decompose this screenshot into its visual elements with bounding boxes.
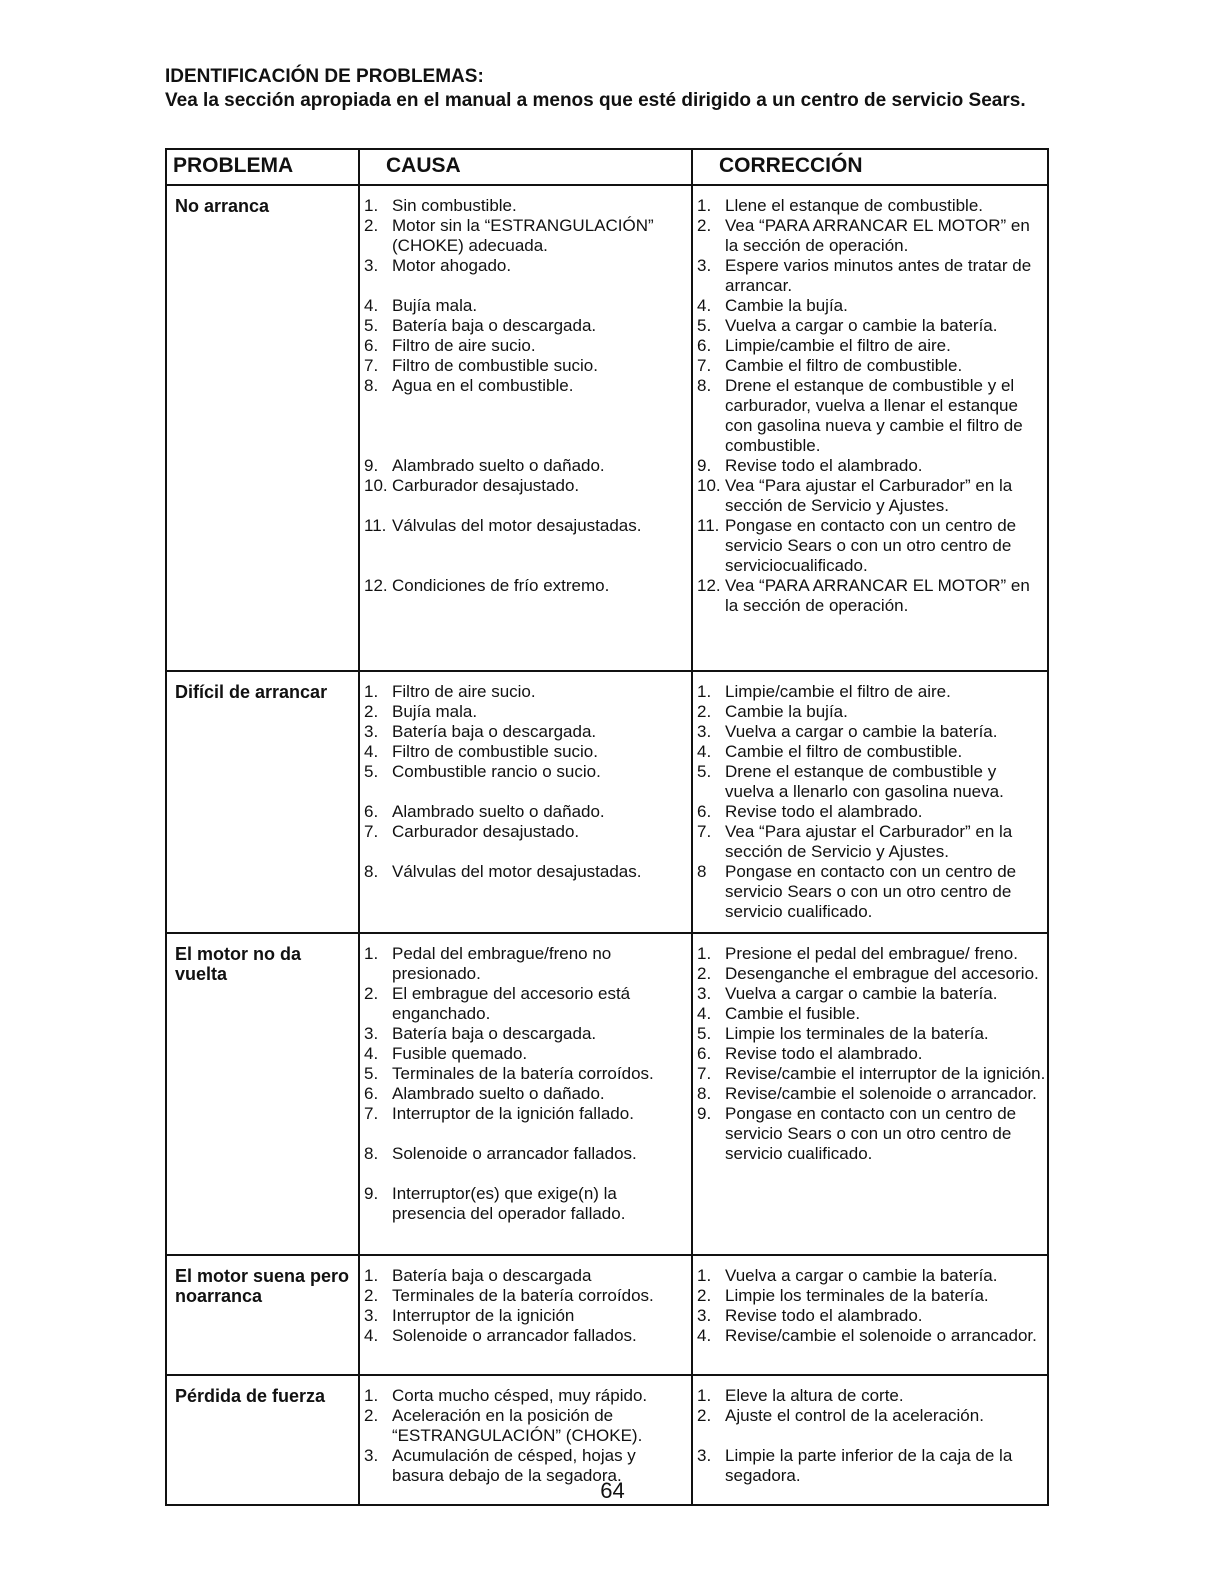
item-text: Filtro de aire sucio. [392, 336, 536, 355]
correction-cell [692, 185, 1048, 671]
item-number: 7. [364, 822, 379, 841]
item-text: Vuelva a cargar o cambie la batería. [725, 316, 998, 335]
cause-cell [359, 933, 692, 1255]
item-text: Batería baja o descargada [392, 1266, 592, 1285]
item-text: Ajuste el control de la aceleración. [725, 1406, 984, 1425]
item-number: 8. [364, 862, 379, 881]
problem-cell: El motor suena pero noarranca [166, 1255, 359, 1375]
list-item [364, 822, 691, 842]
cause-list [364, 1386, 691, 1486]
list-item [697, 1286, 1047, 1306]
item-text: Limpie/cambie el filtro de aire. [725, 336, 951, 355]
item-text: Presione el pedal del embrague/ freno. [725, 944, 1018, 963]
item-number: 5. [364, 762, 379, 781]
list-item [364, 436, 691, 456]
item-number: 1. [697, 1266, 712, 1285]
item-text: Interruptor(es) que exige(n) la presencia del operador fallado. [392, 1184, 626, 1223]
list-item [697, 1024, 1047, 1044]
list-item [364, 1266, 691, 1286]
item-number: 6. [364, 336, 379, 355]
list-item [697, 802, 1047, 822]
list-item [364, 1064, 691, 1084]
list-item [364, 1104, 691, 1124]
list-item [364, 862, 691, 882]
item-text [392, 536, 691, 556]
item-number: 2. [364, 1406, 379, 1425]
list-item [697, 1386, 1047, 1406]
item-text: Aceleración en la posición de “ESTRANGULACIÓN” (CHOKE). [392, 1406, 643, 1445]
item-number: 1. [364, 1266, 379, 1285]
item-number: 11. [364, 516, 387, 535]
item-number: 4. [364, 1044, 379, 1063]
item-text: Limpie/cambie el filtro de aire. [725, 682, 951, 701]
item-text: Válvulas del motor desajustadas. [392, 862, 642, 881]
item-number: 11. [697, 516, 720, 535]
item-text: Válvulas del motor desajustadas. [392, 516, 642, 535]
list-item [364, 762, 691, 782]
item-text: Condiciones de frío extremo. [392, 576, 610, 595]
item-number: 2. [364, 984, 379, 1003]
item-number: 4. [364, 742, 379, 761]
correction-cell [692, 671, 1048, 933]
item-number [364, 1124, 392, 1144]
list-item [364, 984, 691, 1024]
item-text: Vea “PARA ARRANCAR EL MOTOR” en la sección de operación. [725, 576, 1030, 615]
item-text: Acumulación de césped, hojas y basura debajo de la segadora. [392, 1446, 636, 1485]
page-title: IDENTIFICACIÓN DE PROBLEMAS: [165, 66, 484, 87]
item-number: 9. [697, 1104, 712, 1123]
item-text: Revise todo el alambrado. [725, 456, 923, 475]
item-number [364, 276, 392, 296]
list-item [697, 822, 1047, 862]
item-number: 4. [697, 296, 712, 315]
item-number: 10. [697, 476, 721, 495]
item-number: 9. [364, 456, 379, 475]
item-text: Limpie la parte inferior de la caja de la segadora. [725, 1446, 1013, 1485]
item-text: Vuelva a cargar o cambie la batería. [725, 722, 998, 741]
item-text: Interruptor de la ignición [392, 1306, 575, 1325]
list-item [697, 516, 1047, 576]
item-text: Carburador desajustado. [392, 822, 580, 841]
list-item [697, 1306, 1047, 1326]
list-item [697, 1064, 1047, 1084]
item-number: 2. [697, 1286, 712, 1305]
item-text: Fusible quemado. [392, 1044, 528, 1063]
correction-list [697, 196, 1047, 616]
item-number: 1. [697, 196, 712, 215]
list-item [364, 1144, 691, 1164]
list-item [364, 682, 691, 702]
item-text: Drene el estanque de combustible y vuelva a llenarlo con gasolina nueva. [725, 762, 1004, 801]
page-header [165, 66, 1065, 112]
item-text [392, 556, 691, 576]
item-number: 4. [364, 1326, 379, 1345]
item-number [364, 536, 392, 556]
item-number: 2. [364, 1286, 379, 1305]
item-text [725, 1426, 1047, 1446]
item-number: 3. [364, 722, 379, 741]
item-number: 12. [364, 576, 388, 595]
list-item [364, 1184, 691, 1224]
list-item [697, 1406, 1047, 1426]
cause-list [364, 1266, 691, 1346]
list-item [697, 1266, 1047, 1286]
list-item [364, 722, 691, 742]
item-number [364, 396, 392, 416]
item-number: 1. [364, 1386, 379, 1405]
item-text: Terminales de la batería corroídos. [392, 1064, 654, 1083]
item-number: 1. [364, 196, 379, 215]
item-number: 3. [697, 722, 712, 741]
list-item [364, 1084, 691, 1104]
list-item [364, 456, 691, 476]
list-item [364, 782, 691, 802]
list-item [364, 496, 691, 516]
item-number: 6. [697, 802, 712, 821]
list-item [697, 196, 1047, 216]
item-number: 8. [697, 1084, 712, 1103]
item-text: Motor ahogado. [392, 256, 512, 275]
page-number: 64 [600, 1478, 625, 1503]
item-number: 3. [364, 256, 379, 275]
problem-cell: Difícil de arrancar [166, 671, 359, 933]
list-item [364, 336, 691, 356]
item-number: 8 [697, 862, 707, 881]
list-item [364, 802, 691, 822]
list-item [697, 722, 1047, 742]
cause-list [364, 944, 691, 1224]
item-number: 1. [364, 682, 379, 701]
item-number: 4. [697, 742, 712, 761]
list-item [364, 944, 691, 984]
item-number: 2. [697, 702, 712, 721]
item-number: 3. [697, 256, 712, 275]
list-item [364, 476, 691, 496]
list-item [697, 296, 1047, 316]
item-text: Pongase en contacto con un centro de servicio Sears o con un otro centro de serviciocualificado. [725, 516, 1017, 575]
item-text: Drene el estanque de combustible y el carburador, vuelva a llenar el estanque con gasolina nueva y cambie el filtro de combustible. [725, 376, 1023, 455]
troubleshooting-table [165, 148, 1049, 1506]
list-item [364, 536, 691, 556]
item-text: Terminales de la batería corroídos. [392, 1286, 654, 1305]
correction-list [697, 944, 1047, 1164]
list-item [364, 276, 691, 296]
list-item [697, 1104, 1047, 1164]
list-item [364, 1406, 691, 1446]
item-number: 10. [364, 476, 388, 495]
item-text: Interruptor de la ignición fallado. [392, 1104, 634, 1123]
item-number [364, 556, 392, 576]
list-item [697, 1004, 1047, 1024]
item-text: Solenoide o arrancador fallados. [392, 1326, 637, 1345]
item-number: 7. [364, 356, 379, 375]
item-number: 9. [697, 456, 712, 475]
item-text: Alambrado suelto o dañado. [392, 1084, 605, 1103]
item-text: Revise/cambie el solenoide o arrancador. [725, 1084, 1037, 1103]
item-number [697, 1426, 725, 1446]
list-item [697, 316, 1047, 336]
list-item [697, 702, 1047, 722]
correction-cell [692, 1255, 1048, 1375]
item-text: Eleve la altura de corte. [725, 1386, 904, 1405]
item-number: 7. [364, 1104, 379, 1123]
list-item [364, 556, 691, 576]
list-item [364, 842, 691, 862]
table-row [166, 671, 1048, 933]
item-number: 7. [697, 356, 712, 375]
item-text: Carburador desajustado. [392, 476, 580, 495]
item-text: El embrague del accesorio está enganchado. [392, 984, 631, 1023]
item-text: Revise todo el alambrado. [725, 1306, 923, 1325]
list-item [697, 1044, 1047, 1064]
list-item [364, 216, 691, 256]
list-item [364, 1306, 691, 1326]
problem-cell: No arranca [166, 185, 359, 671]
list-item [697, 336, 1047, 356]
item-number: 7. [697, 1064, 712, 1083]
list-item [364, 1386, 691, 1406]
list-item [697, 1426, 1047, 1446]
item-number: 5. [697, 316, 712, 335]
list-item [697, 1326, 1047, 1346]
item-text: Alambrado suelto o dañado. [392, 456, 605, 475]
item-number: 1. [697, 944, 712, 963]
item-number [364, 436, 392, 456]
item-text: Batería baja o descargada. [392, 316, 597, 335]
item-number: 3. [364, 1446, 379, 1465]
item-text: Cambie la bujía. [725, 702, 848, 721]
list-item [364, 356, 691, 376]
item-number: 3. [697, 1446, 712, 1465]
item-number: 6. [697, 336, 712, 355]
problem-cell: Pérdida de fuerza [166, 1375, 359, 1505]
item-text: Espere varios minutos antes de tratar de arrancar. [725, 256, 1032, 295]
item-number: 12. [697, 576, 721, 595]
item-text: Bujía mala. [392, 296, 478, 315]
list-item [697, 862, 1047, 922]
list-item [364, 1124, 691, 1144]
list-item [364, 576, 691, 596]
item-text: Limpie los terminales de la batería. [725, 1286, 989, 1305]
item-number [364, 1164, 392, 1184]
item-number: 5. [364, 1064, 379, 1083]
item-number: 5. [364, 316, 379, 335]
list-item [364, 196, 691, 216]
item-text: Llene el estanque de combustible. [725, 196, 984, 215]
list-item [364, 1164, 691, 1184]
item-number: 3. [364, 1024, 379, 1043]
item-text [392, 1124, 691, 1144]
item-number: 1. [364, 944, 379, 963]
list-item [364, 1286, 691, 1306]
list-item [364, 742, 691, 762]
item-number: 3. [697, 984, 712, 1003]
item-text: Cambie el filtro de combustible. [725, 356, 963, 375]
item-text: Vea “PARA ARRANCAR EL MOTOR” en la sección de operación. [725, 216, 1030, 255]
table-row [166, 185, 1048, 671]
item-text [392, 436, 691, 456]
item-number: 2. [697, 1406, 712, 1425]
problem-cell: El motor no da vuelta [166, 933, 359, 1255]
item-number: 1. [697, 1386, 712, 1405]
item-number: 8. [697, 376, 712, 395]
item-number: 2. [697, 964, 712, 983]
item-text [392, 842, 691, 862]
list-item [364, 256, 691, 276]
item-text: Filtro de combustible sucio. [392, 356, 598, 375]
item-number: 2. [364, 702, 379, 721]
list-item [364, 396, 691, 416]
cause-list [364, 196, 691, 596]
item-text: Batería baja o descargada. [392, 1024, 597, 1043]
item-text: Vuelva a cargar o cambie la batería. [725, 1266, 998, 1285]
page-subtitle: Vea la sección apropiada en el manual a menos que esté dirigido a un centro de servicio Sears. [165, 90, 1026, 111]
item-text: Revise/cambie el interruptor de la ignición. [725, 1064, 1046, 1083]
item-text: Pongase en contacto con un centro de servicio Sears o con un otro centro de servicio cualificado. [725, 862, 1017, 921]
item-number: 6. [364, 1084, 379, 1103]
cause-cell [359, 671, 692, 933]
list-item [697, 762, 1047, 802]
item-number: 3. [364, 1306, 379, 1325]
item-text [392, 782, 691, 802]
item-text: Filtro de aire sucio. [392, 682, 536, 701]
item-text: Vea “Para ajustar el Carburador” en la sección de Servicio y Ajustes. [725, 476, 1013, 515]
item-number [364, 782, 392, 802]
column-header-cause: CAUSA [359, 149, 692, 185]
item-text: Cambie la bujía. [725, 296, 848, 315]
item-text: Filtro de combustible sucio. [392, 742, 598, 761]
item-text: Cambie el fusible. [725, 1004, 861, 1023]
correction-list [697, 682, 1047, 922]
item-text: Pongase en contacto con un centro de servicio Sears o con un otro centro de servicio cualificado. [725, 1104, 1017, 1163]
list-item [364, 702, 691, 722]
list-item [697, 682, 1047, 702]
item-number: 5. [697, 1024, 712, 1043]
table-header-row [166, 149, 1048, 185]
item-text [392, 1164, 691, 1184]
list-item [697, 256, 1047, 296]
list-item [697, 476, 1047, 516]
item-number: 4. [697, 1326, 712, 1345]
list-item [364, 1326, 691, 1346]
item-number: 8. [364, 1144, 379, 1163]
item-number: 2. [697, 216, 712, 235]
item-number [364, 496, 392, 516]
list-item [364, 296, 691, 316]
item-text: Bujía mala. [392, 702, 478, 721]
item-number: 9. [364, 1184, 379, 1203]
list-item [364, 1044, 691, 1064]
item-number: 7. [697, 822, 712, 841]
list-item [697, 944, 1047, 964]
item-number: 5. [697, 762, 712, 781]
list-item [697, 216, 1047, 256]
column-header-problem: PROBLEMA [166, 149, 359, 185]
item-text [392, 496, 691, 516]
list-item [364, 376, 691, 396]
list-item [697, 964, 1047, 984]
item-text: Solenoide o arrancador fallados. [392, 1144, 637, 1163]
list-item [697, 742, 1047, 762]
table-row [166, 933, 1048, 1255]
item-number: 1. [697, 682, 712, 701]
item-text [392, 416, 691, 436]
item-number [364, 416, 392, 436]
item-text: Revise todo el alambrado. [725, 1044, 923, 1063]
item-text: Revise/cambie el solenoide o arrancador. [725, 1326, 1037, 1345]
list-item [364, 516, 691, 536]
item-number: 2. [364, 216, 379, 235]
item-text: Pedal del embrague/freno no presionado. [392, 944, 612, 983]
item-text: Motor sin la “ESTRANGULACIÓN” (CHOKE) adecuada. [392, 216, 654, 255]
item-number [364, 842, 392, 862]
cause-list [364, 682, 691, 882]
list-item [364, 1024, 691, 1044]
item-text: Vuelva a cargar o cambie la batería. [725, 984, 998, 1003]
item-text [392, 396, 691, 416]
item-text: Revise todo el alambrado. [725, 802, 923, 821]
list-item [697, 356, 1047, 376]
item-text: Cambie el filtro de combustible. [725, 742, 963, 761]
item-text: Combustible rancio o sucio. [392, 762, 601, 781]
item-text: Vea “Para ajustar el Carburador” en la sección de Servicio y Ajustes. [725, 822, 1013, 861]
list-item [697, 456, 1047, 476]
item-number: 3. [697, 1306, 712, 1325]
item-text: Limpie los terminales de la batería. [725, 1024, 989, 1043]
list-item [697, 376, 1047, 456]
column-header-correction: CORRECCIÓN [692, 149, 1048, 185]
item-text: Batería baja o descargada. [392, 722, 597, 741]
item-text: Agua en el combustible. [392, 376, 574, 395]
cause-cell [359, 1255, 692, 1375]
item-number: 6. [697, 1044, 712, 1063]
item-text [392, 276, 691, 296]
item-number: 6. [364, 802, 379, 821]
item-text: Alambrado suelto o dañado. [392, 802, 605, 821]
item-number: 4. [697, 1004, 712, 1023]
table-row [166, 1255, 1048, 1375]
correction-cell [692, 933, 1048, 1255]
correction-list [697, 1266, 1047, 1346]
item-text: Desenganche el embrague del accesorio. [725, 964, 1039, 983]
list-item [697, 984, 1047, 1004]
item-number: 8. [364, 376, 379, 395]
cause-cell [359, 185, 692, 671]
list-item [697, 1084, 1047, 1104]
list-item [364, 316, 691, 336]
list-item [364, 416, 691, 436]
list-item [697, 576, 1047, 616]
correction-list [697, 1386, 1047, 1486]
item-number: 4. [364, 296, 379, 315]
item-text: Sin combustible. [392, 196, 517, 215]
item-text: Corta mucho césped, muy rápido. [392, 1386, 648, 1405]
